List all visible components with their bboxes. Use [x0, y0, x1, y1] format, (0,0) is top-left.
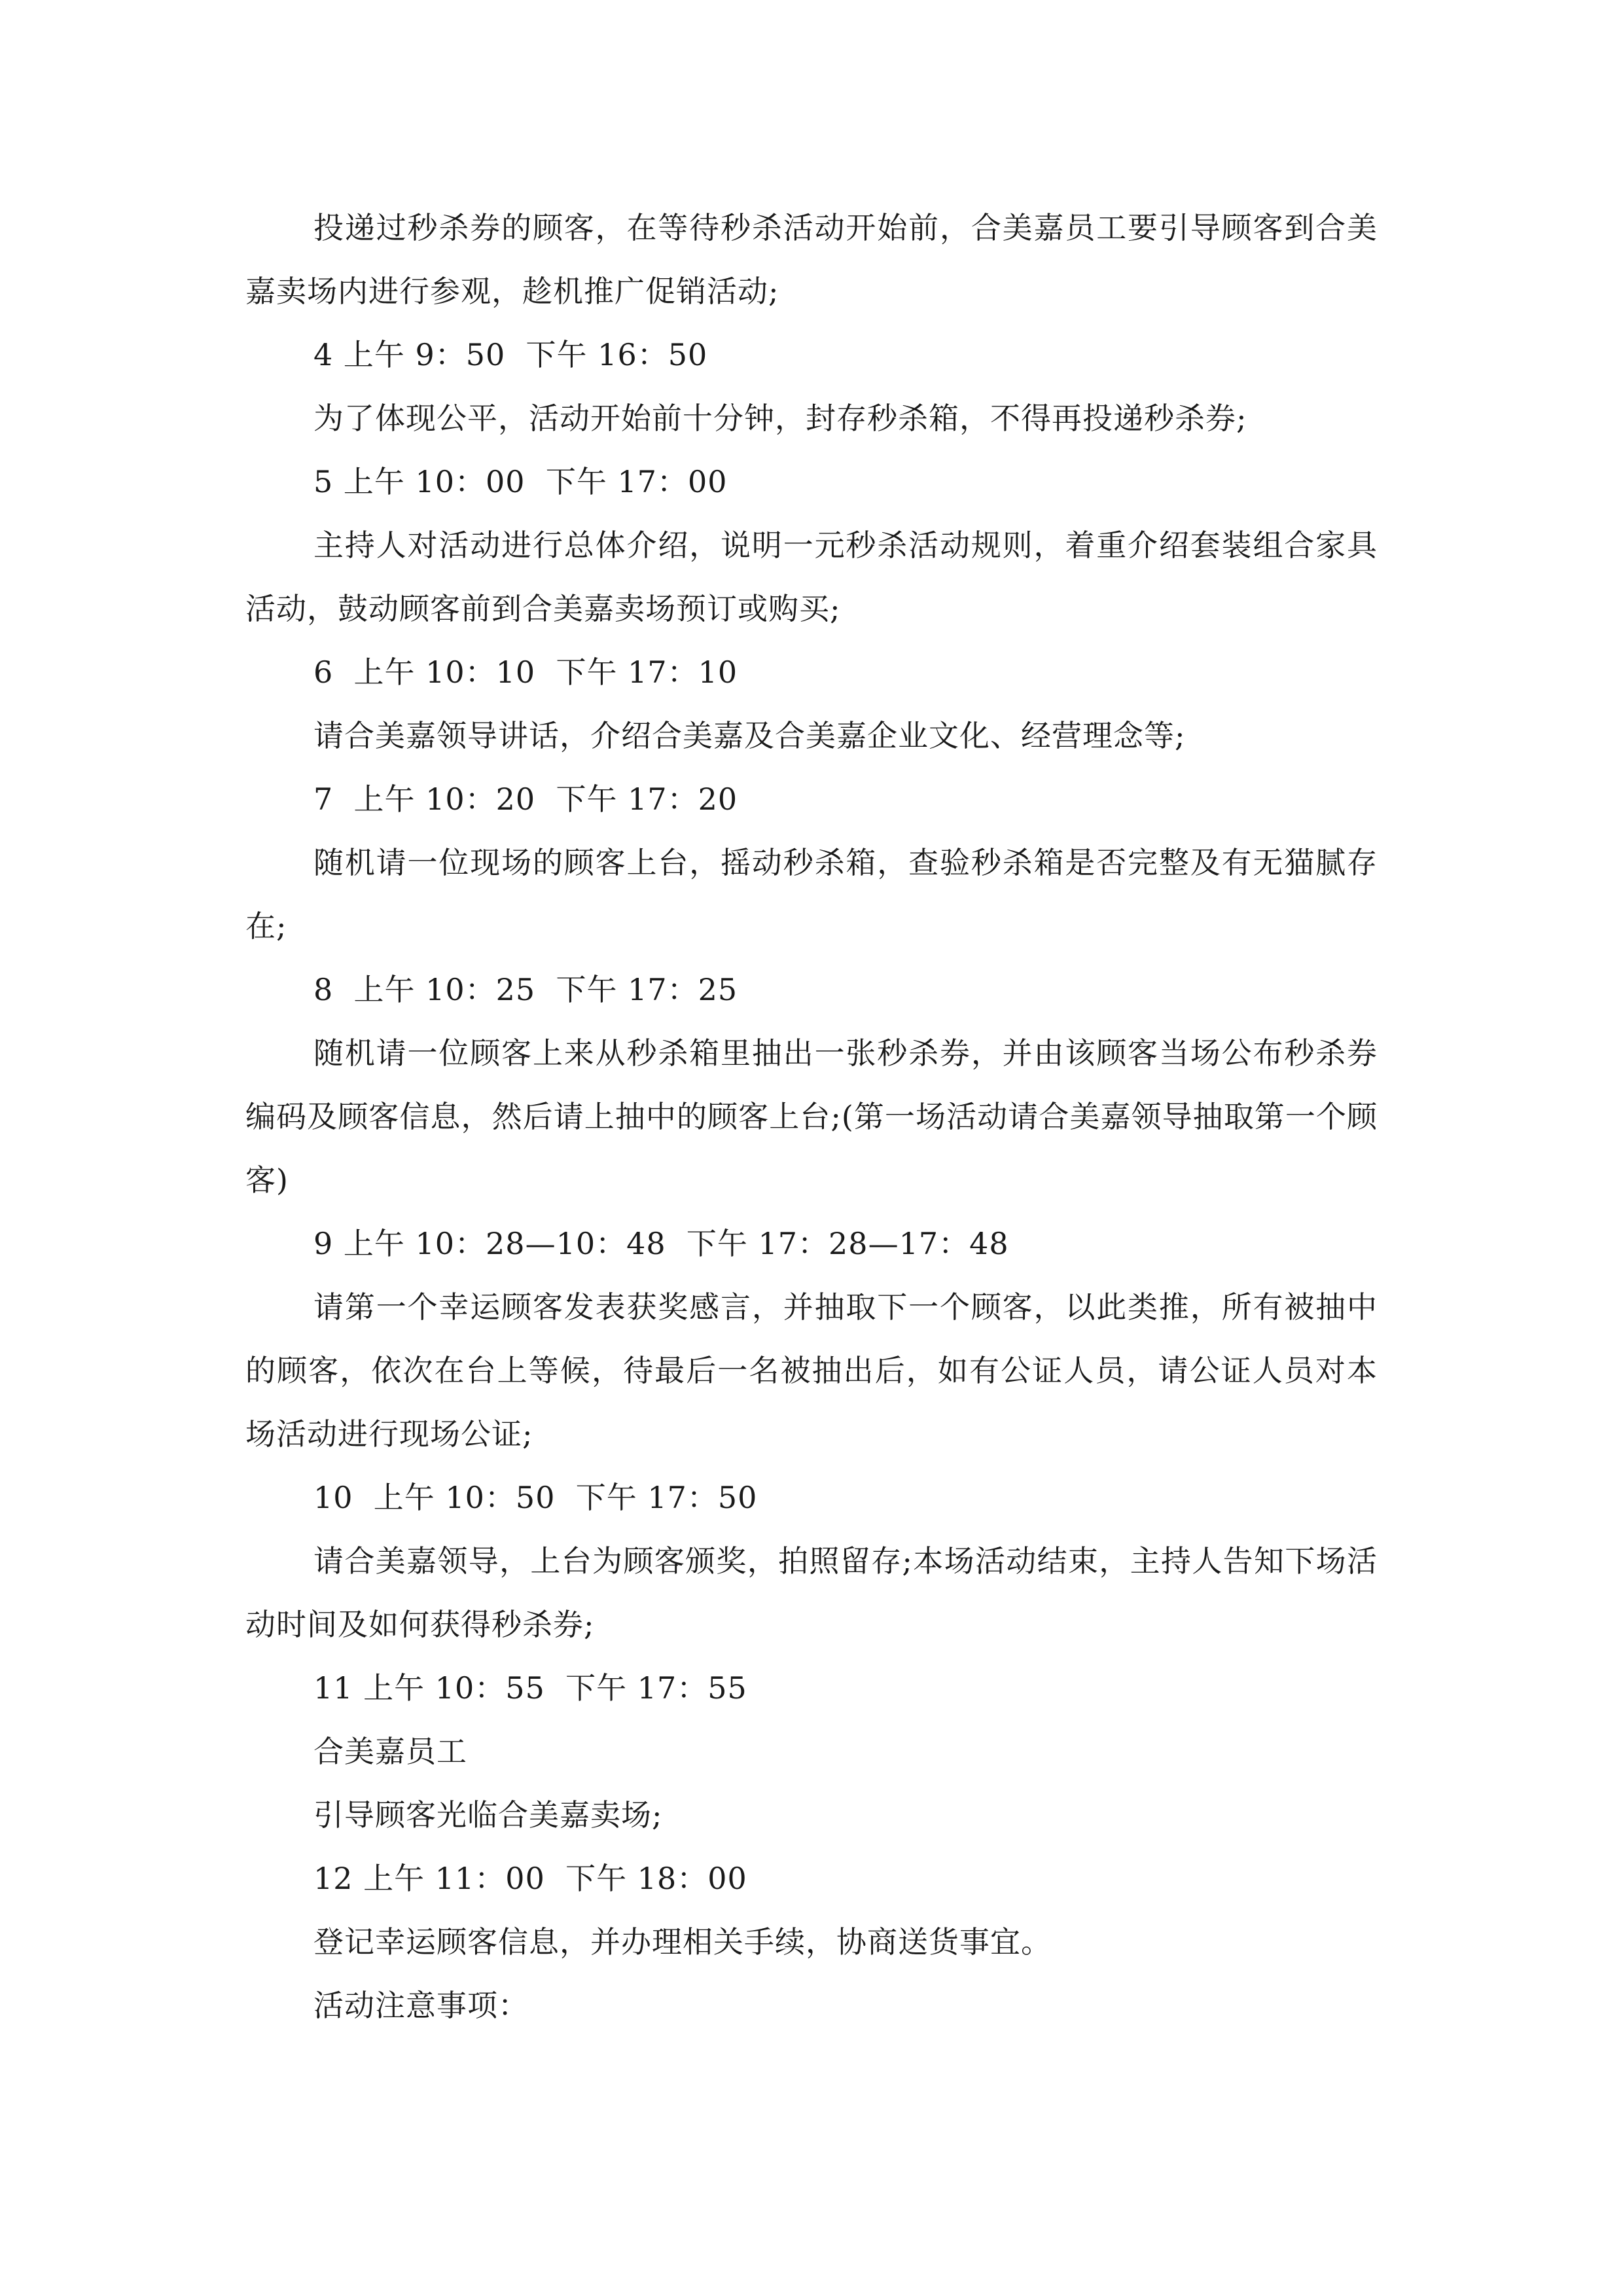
paragraph: 请合美嘉领导讲话，介绍合美嘉及合美嘉企业文化、经营理念等;: [313, 718, 1186, 753]
paragraph: 请合美嘉领导，上台为顾客颁奖，拍照留存;本场活动结束，主持人告知下场活动时间及如何获得秒杀券;: [245, 1543, 1378, 1642]
document-body: [245, 196, 1378, 2037]
section-heading: 活动注意事项：: [313, 1988, 529, 2023]
paragraph: 请第一个幸运顾客发表获奖感言，并抽取下一个顾客，以此类推，所有被抽中的顾客，依次在台上等候，待最后一名被抽出后，如有公证人员，请公证人员对本场活动进行现场公证;: [245, 1289, 1378, 1452]
paragraph: 主持人对活动进行总体介绍，说明一元秒杀活动规则，着重介绍套装组合家具活动，鼓动顾客前到合美嘉卖场预订或购买;: [245, 528, 1378, 626]
paragraph: 随机请一位顾客上来从秒杀箱里抽出一张秒杀券，并由该顾客当场公布秒杀券编码及顾客信息，然后请上抽中的顾客上台;(第一场活动请合美嘉领导抽取第一个顾客): [245, 1035, 1378, 1198]
paragraph: 随机请一位现场的顾客上台，摇动秒杀箱，查验秒杀箱是否完整及有无猫腻存在;: [245, 845, 1378, 944]
schedule-time-line: 6 上午 10：10 下午 17：10: [313, 655, 738, 690]
schedule-time-line: 9 上午 10：28—10：48 下午 17：28—17：48: [313, 1226, 1009, 1261]
paragraph: 为了体现公平，活动开始前十分钟，封存秒杀箱，不得再投递秒杀券;: [313, 401, 1247, 436]
paragraph: 引导顾客光临合美嘉卖场;: [313, 1797, 663, 1833]
paragraph: 登记幸运顾客信息，并办理相关手续，协商送货事宜。: [313, 1924, 1052, 1960]
schedule-time-line: 10 上午 10：50 下午 17：50: [313, 1480, 758, 1515]
schedule-time-line: 11 上午 10：55 下午 17：55: [313, 1670, 747, 1706]
schedule-time-line: 5 上午 10：00 下午 17：00: [313, 464, 728, 499]
paragraph: 合美嘉员工: [313, 1734, 467, 1769]
paragraph: 投递过秒杀券的顾客，在等待秒杀活动开始前，合美嘉员工要引导顾客到合美嘉卖场内进行参观，趁机推广促销活动;: [245, 210, 1378, 309]
schedule-time-line: 8 上午 10：25 下午 17：25: [313, 972, 738, 1007]
schedule-time-line: 12 上午 11：00 下午 18：00: [313, 1861, 747, 1896]
schedule-time-line: 4 上午 9：50 下午 16：50: [313, 337, 708, 372]
schedule-time-line: 7 上午 10：20 下午 17：20: [313, 781, 738, 817]
